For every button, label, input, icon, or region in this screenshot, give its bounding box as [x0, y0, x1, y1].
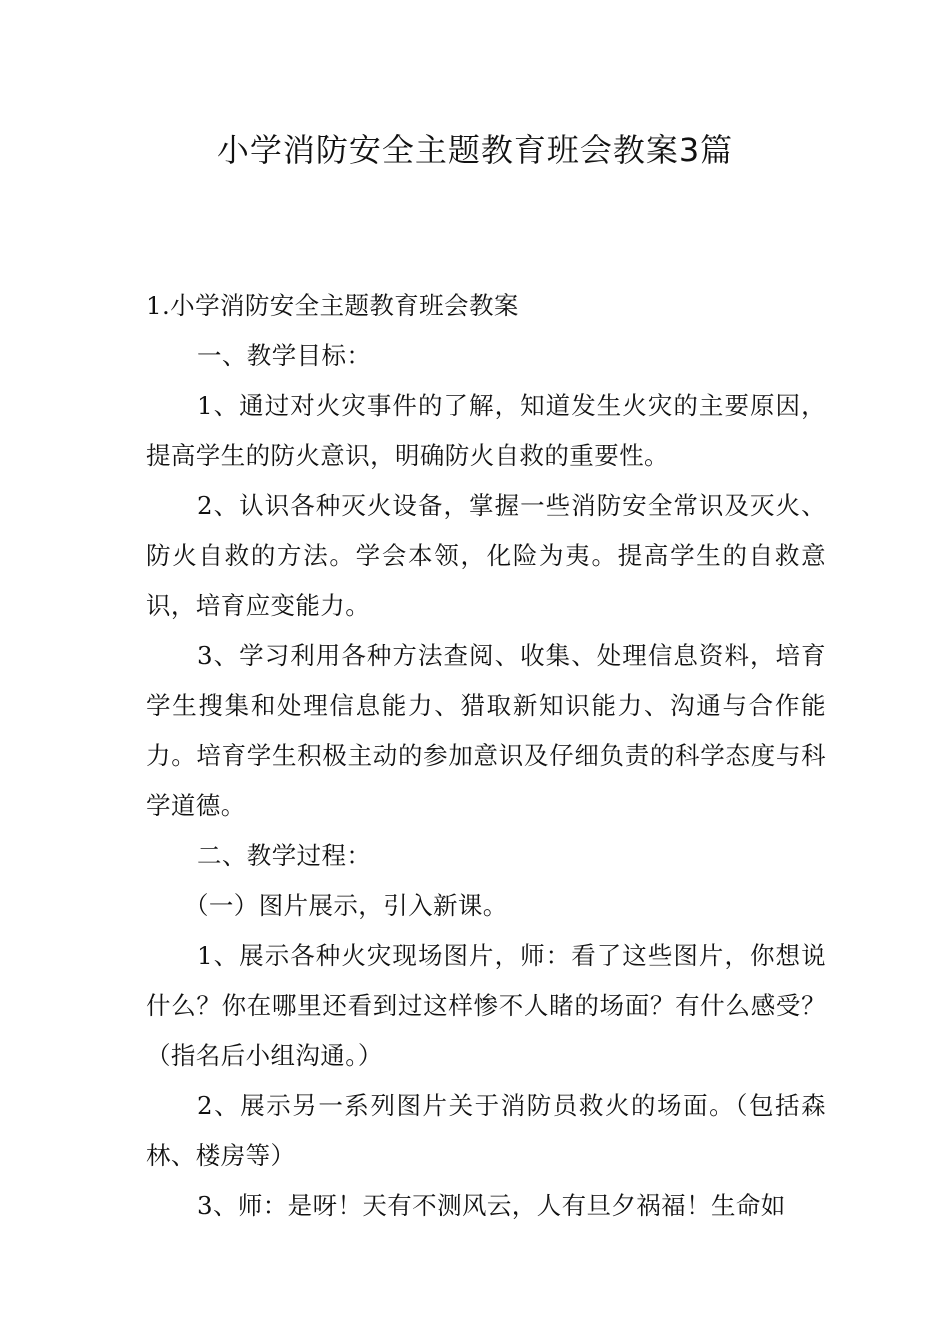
document-body: [146, 281, 826, 1231]
paragraph: 二、教学过程：: [197, 841, 372, 870]
document-title: 小学消防安全主题教育班会教案3篇: [216, 131, 734, 169]
paragraph: 2、认识各种灭火设备，掌握一些消防安全常识及灭火、防火自救的方法。学会本领，化险为夷。提高学生的自救意识，培育应变能力。: [146, 491, 826, 620]
paragraph: （一）图片展示，引入新课。: [184, 891, 508, 920]
paragraph: 一、教学目标：: [197, 341, 372, 370]
section-heading: 1.小学消防安全主题教育班会教案: [146, 291, 519, 320]
paragraph: 2、展示另一系列图片关于消防员救火的场面。（包括森林、楼房等）: [146, 1091, 826, 1170]
paragraph: 1、通过对火灾事件的了解，知道发生火灾的主要原因，提高学生的防火意识，明确防火自救的重要性。: [146, 391, 826, 470]
paragraph: 3、师：是呀！天有不测风云，人有旦夕祸福！生命如: [197, 1191, 786, 1220]
paragraph: 3、学习利用各种方法查阅、收集、处理信息资料，培育学生搜集和处理信息能力、猎取新知识能力、沟通与合作能力。培育学生积极主动的参加意识及仔细负责的科学态度与科学道德。: [146, 641, 826, 820]
paragraph: 1、展示各种火灾现场图片，师：看了这些图片，你想说什么？你在哪里还看到过这样惨不人睹的场面？有什么感受？（指名后小组沟通。）: [146, 941, 826, 1070]
